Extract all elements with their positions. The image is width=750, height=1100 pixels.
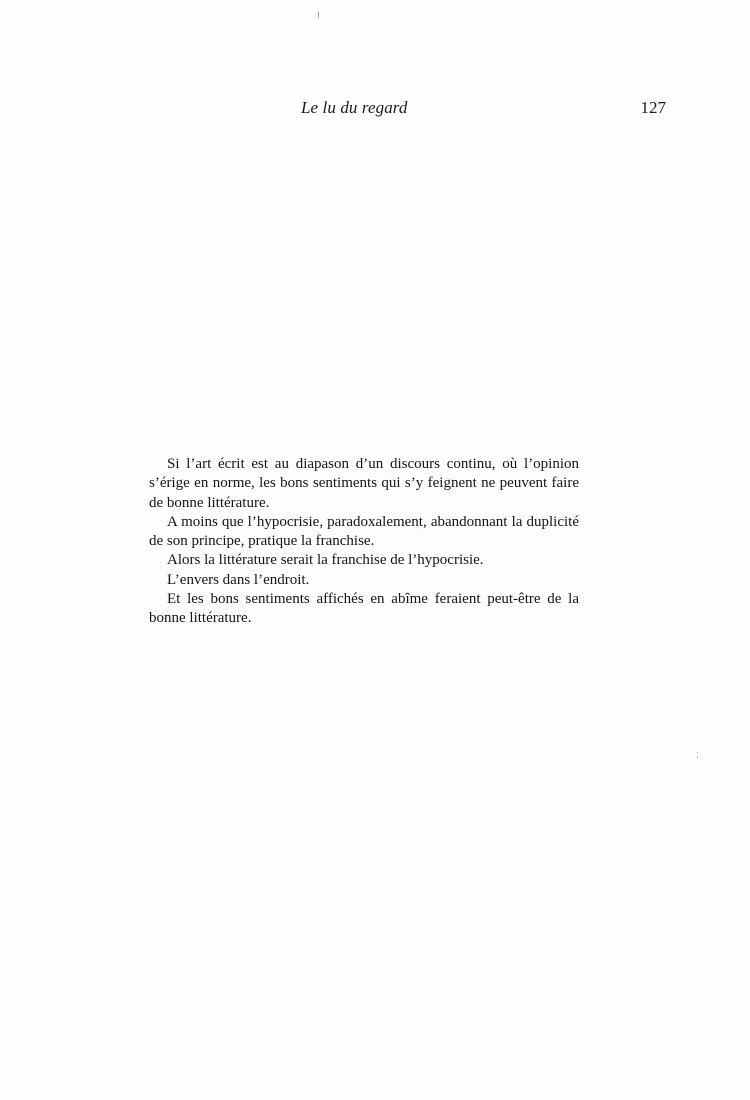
speck-mark <box>697 757 698 758</box>
paragraph: L’envers dans l’endroit. <box>167 571 310 588</box>
page-number: 127 <box>640 98 666 117</box>
body-text <box>149 455 579 629</box>
paragraph: A moins que l’hypocrisie, paradoxalement, abandonnant la duplicité de son principe, pratique la franchise. <box>149 513 579 550</box>
paragraph: Si l’art écrit est au diapason d’un discours continu, où l’opinion s’érige en norme, les bons sentiments qui s’y feignent ne peuvent faire de bonne littérature. <box>149 456 579 511</box>
paragraph: Et les bons sentiments affichés en abîme feraient peut-être de la bonne littérature. <box>149 591 579 627</box>
paragraph: Alors la littérature serait la franchise de l’hypocrisie. <box>167 552 484 569</box>
speck-mark <box>697 752 698 753</box>
running-head-title: Le lu du regard <box>301 98 408 117</box>
speck-mark <box>318 12 319 18</box>
